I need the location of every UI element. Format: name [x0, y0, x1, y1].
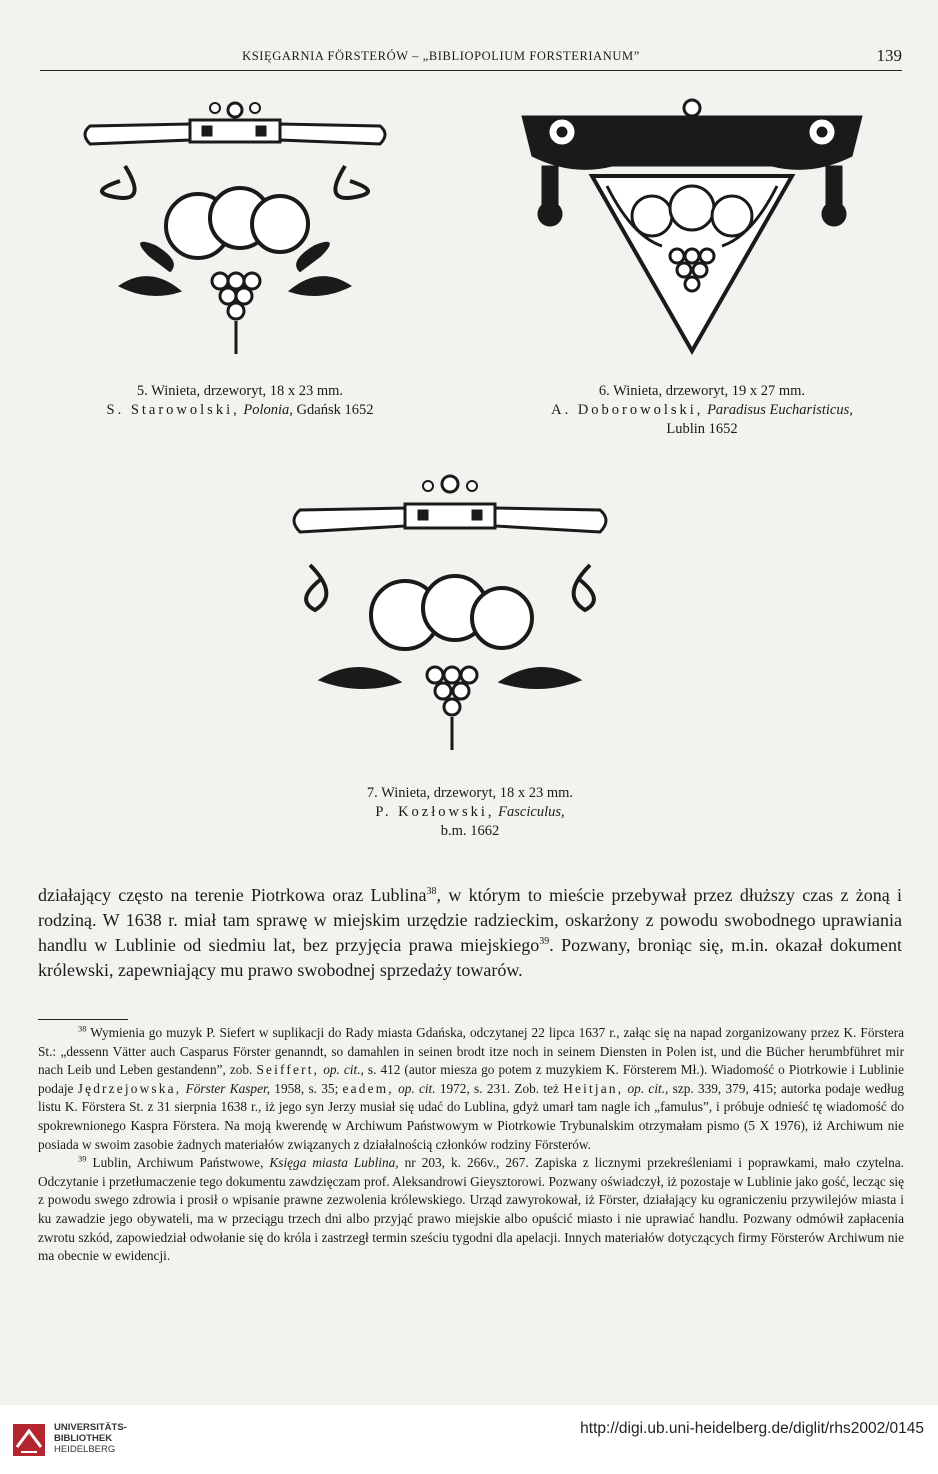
- footnote-text: s. 412 (autor miesza go potem z muzykiem K. Försterem Mł.). Wiadomość o Piotrkowie i Lublinie podaje: [38, 1062, 905, 1096]
- library-name-line: HEIDELBERG: [54, 1444, 116, 1455]
- caption-place: b.m. 1662: [440, 823, 500, 839]
- footnote-italic: Förster Kasper,: [185, 1080, 271, 1096]
- caption-title: Polonia,: [243, 402, 293, 418]
- footnote-author: Seiffert,: [256, 1062, 320, 1078]
- figure-6-caption: [492, 382, 912, 439]
- footnote-author: eadem,: [342, 1080, 394, 1096]
- footnote-italic: op. cit.: [398, 1080, 436, 1096]
- figure-5-woodcut: [70, 96, 400, 361]
- footnote-divider: [38, 1019, 128, 1020]
- caption-citation: [270, 803, 670, 822]
- library-name-line: UNIVERSITÄTS-: [54, 1422, 127, 1433]
- figure-5-caption: [60, 382, 420, 420]
- footnote-italic: op. cit.,: [323, 1062, 364, 1078]
- footnote-text: szp. 339, 379, 415; autorka podaje według listu K. Förstera St. z 31 sierpnia 1638 r., iż jego syn Jerzy musiał się udać do Lublina, gdyż umarł tam nagle ich „famulus”, i próbuje odnieść tę wiadomość do spokrewnionego Kaspra Förstera. Na moją kwerendę w Archiwum Państwowym w Piotrkowie Trybunalskim otrzymałam pismo (5 X 1976), iż Archiwum nie posiada w swoim zasobie żadnych materiałów związanych z działalnością członków rodziny Försterów.: [38, 1080, 905, 1152]
- footnote-number: 39: [78, 1153, 87, 1164]
- footnote-ref-39[interactable]: 39: [539, 936, 550, 947]
- caption-line: 6. Winieta, drzeworyt, 19 x 27 mm.: [598, 383, 806, 399]
- caption-author: A. Doborowolski,: [551, 402, 704, 418]
- library-logo-icon: [12, 1423, 46, 1457]
- caption-citation: [492, 401, 912, 420]
- body-text: , w którym to mieście przebywał przez dłuższy czas z żoną i rodziną. W 1638 r. miał tam sprawę w miejskim urzędzie radzieckim, oskarżony z powodu swobodnego uprawiania handlu w Lublinie od siedmiu lat, bez przyjęcia prawa miejskiego: [38, 885, 902, 955]
- footnote-italic: Księga miasta Lublina,: [269, 1155, 399, 1171]
- footnote-author: Heitjan,: [563, 1080, 624, 1096]
- caption-title: Paradisus Eucharisticus,: [707, 402, 853, 418]
- footnote-text: nr 203, k. 266v., 267. Zapiska z licznymi przekreśleniami i poprawkami, mało czytelna. Odczytanie i przetłumaczenie tego dokumentu zawdzięczam prof. Aleksandrowi Gieysztorowi. Pozwany oświadczył, iż pozostaje w Lublinie jako gość, lecząc się z powodu swego zdrowia i prosił o wpisanie prawne zezwolenia królewskiego. Urząd zawyrokował, iż Förster, działający ku ograniczeniu przywilejów miasta i ku zawadzie jego obywateli, ma w przeciągu trzech dni albo przyjąć prawo miejskie albo opuścić miasto i nie uprawiać handlu. Pozwany odmówił zapłacenia zwrotu szkód, zapowiedział odwołanie się do króla i zastrzegł termin sześciu tygodni dla apelacji. Innych materiałów dotyczących firmy Försterów Archiwum nie ma obecnie w ewidencji.: [38, 1155, 904, 1264]
- figure-6-woodcut: [512, 96, 872, 356]
- caption-author: S. Starowolski,: [106, 402, 240, 418]
- caption-place: Lublin 1652: [666, 421, 738, 437]
- digitization-footer: [0, 1405, 938, 1474]
- footnote-text: Wymienia go muzyk P. Siefert w suplikacji do Rady miasta Gdańska, odczytanej 22 lipca 1637 r., załąc się na napad zorganizowany przez K. Förstera St.: „dessenn Vätter auch Casparus Förster genanndt, so damahlen in seinen brodt itze noch in seinem Diensten in Polen ist, und die Bücher herumbführet mir nach Leib und Leben gestandenn”, zob.: [38, 1025, 904, 1078]
- footnote-text: 1972, s. 231. Zob. też: [439, 1080, 559, 1096]
- footnote-author: Jędrzejowska,: [77, 1080, 182, 1096]
- body-text: . Pozwany, broniąc się, m.in. okazał dokument królewski, zapewniający mu prawo swobodnej sprzedaży towarów.: [38, 935, 903, 980]
- footnote-38: [38, 1024, 904, 1154]
- footnote-39: [38, 1154, 904, 1266]
- running-title: KSIĘGARNIA FÖRSTERÓW – „BIBLIOPOLIUM FORSTERIANUM”: [242, 49, 640, 63]
- library-name: [54, 1422, 127, 1455]
- caption-title: Fasciculus,: [498, 804, 565, 820]
- library-name-line: BIBLIOTHEK: [54, 1433, 113, 1444]
- footnote-italic: op. cit.,: [627, 1080, 669, 1096]
- figure-7-caption: [270, 784, 670, 841]
- footnote-text: Lublin, Archiwum Państwowe,: [92, 1155, 264, 1171]
- footnote-ref-38[interactable]: 38: [426, 886, 437, 897]
- source-url-link[interactable]: http://digi.ub.uni-heidelberg.de/diglit/rhs2002/0145: [580, 1420, 924, 1437]
- body-text: działający często na terenie Piotrkowa oraz Lublina: [38, 885, 427, 905]
- caption-citation: [60, 401, 420, 420]
- footnote-text: 1958, s. 35;: [274, 1080, 339, 1096]
- caption-line: 5. Winieta, drzeworyt, 18 x 23 mm.: [136, 383, 344, 399]
- caption-place: Gdańsk 1652: [296, 402, 374, 418]
- caption-line: 7. Winieta, drzeworyt, 18 x 23 mm.: [366, 785, 574, 801]
- figure-7-woodcut: [280, 470, 620, 755]
- caption-author: P. Kozłowski,: [375, 804, 495, 820]
- footnote-number: 38: [78, 1023, 87, 1034]
- body-paragraph: [38, 883, 902, 983]
- running-head: [40, 44, 902, 71]
- page-number: 139: [876, 46, 902, 65]
- footnotes: [38, 1024, 904, 1266]
